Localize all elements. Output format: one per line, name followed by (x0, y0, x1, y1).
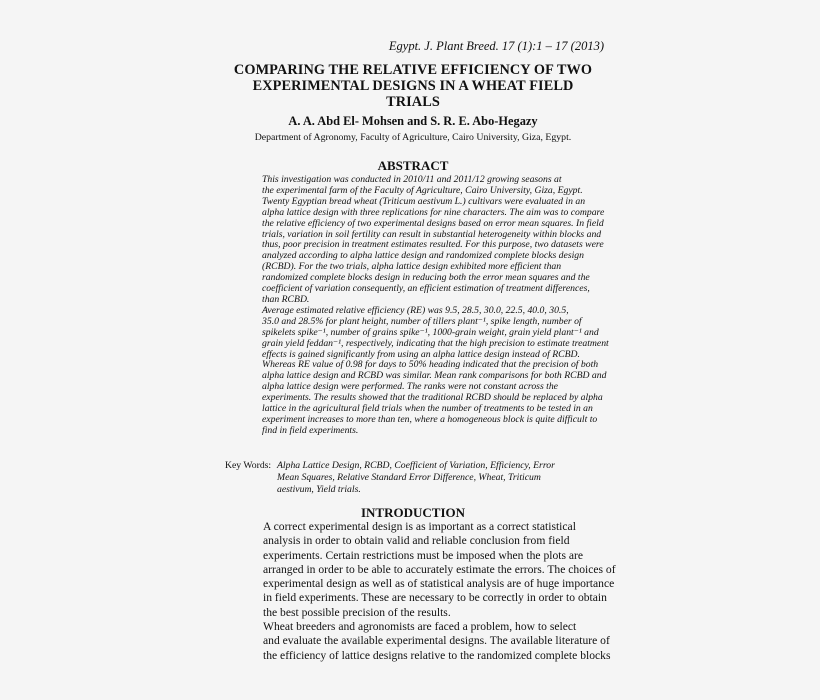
abstract-body (225, 174, 609, 437)
affiliation: Department of Agronomy, Faculty of Agriculture, Cairo University, Giza, Egypt. (254, 132, 572, 143)
text-line: the experimental farm of the Faculty of Agriculture, Cairo University, Giza, Egypt. (262, 184, 583, 196)
keywords-line: Mean Squares, Relative Standard Error Difference, Wheat, Triticum (277, 472, 541, 483)
keywords-line: aestivum, Yield trials. (277, 484, 361, 495)
text-line: alpha lattice design and RCBD was similar. Mean rank comparisons for both RCBD and (262, 370, 607, 382)
introduction-body (227, 520, 616, 663)
text-line: 35.0 and 28.5% for plant height, number of tillers plant⁻¹, spike length, number of (262, 315, 582, 327)
introduction-heading: INTRODUCTION (360, 505, 465, 520)
text-line: spikelets spike⁻¹, number of grains spike⁻¹, 1000-grain weight, grain yield plant⁻¹ and (262, 326, 599, 338)
text-line: find in field experiments. (262, 424, 359, 436)
text-line: in field experiments. These are necessary to be correctly in order to obtain (263, 591, 607, 605)
text-line: thus, poor precision in treatment estimates resulted. For this purpose, two datasets were (262, 239, 604, 251)
keywords-line: Alpha Lattice Design, RCBD, Coefficient of Variation, Efficiency, Error (277, 460, 555, 471)
text-line: (RCBD). For the two trials, alpha lattice design exhibited more efficient than (262, 261, 562, 273)
text-line: alpha lattice design with three replications for nine characters. The aim was to compare (262, 206, 605, 218)
abstract-heading: ABSTRACT (377, 158, 449, 173)
text-line: trials, variation in soil fertility can result in substantial heterogeneity within blocks and (262, 228, 602, 240)
text-line: experimental design as well as of statistical analysis are of huge importance (263, 577, 615, 591)
text-line: coefficient of variation consequently, an efficient estimation of treatment differences, (262, 283, 590, 295)
abstract-paragraph (225, 175, 603, 306)
intro-paragraph (227, 620, 611, 663)
text-line: the relative efficiency of two experimental designs based on error mean squares. In field (262, 217, 604, 229)
text-line: analyzed according to alpha lattice design and randomized complete blocks design (262, 250, 584, 262)
text-line: experiments. The results showed that the traditional RCBD should be replaced by alpha (262, 392, 603, 404)
text-line: analysis in order to obtain valid and reliable conclusion from field (263, 534, 570, 548)
text-line: and evaluate the available experimental designs. The available literature of (263, 634, 610, 648)
title-line: EXPERIMENTAL DESIGNS IN A WHEAT FIELD (252, 78, 574, 94)
title-line: COMPARING THE RELATIVE EFFICIENCY OF TWO (233, 62, 593, 78)
text-line: experiments. Certain restrictions must be imposed when the plots are (263, 548, 584, 562)
text-line: alpha lattice design were performed. The ranks were not constant across the (262, 381, 558, 393)
text-line: the efficiency of lattice designs relative to the randomized complete blocks (263, 648, 611, 662)
text-line: Average estimated relative efficiency (RE) was 9.5, 28.5, 30.0, 22.5, 40.0, 30.5, (262, 304, 569, 316)
text-line: lattice in the agricultural field trials when the number of treatments to be tested in an (262, 403, 593, 415)
text-line: the best possible precision of the results. (263, 605, 451, 619)
paper-title (222, 62, 604, 110)
keywords-list (277, 460, 603, 496)
text-line: than RCBD. (262, 293, 310, 305)
keywords (225, 460, 603, 496)
text-line: Twenty Egyptian bread wheat (Triticum aestivum L.) cultivars were evaluated in an (262, 195, 586, 207)
journal-reference: Egypt. J. Plant Breed. 17 (1):1 – 17 (2013) (388, 39, 604, 53)
text-line: Whereas RE value of 0.98 for days to 50% heading indicated that the precision of both (262, 359, 599, 371)
keywords-label: Key Words: (225, 460, 272, 471)
text-line: experiment increases to more than ten, where a homogeneous block is quite difficult to (262, 413, 598, 425)
authors: A. A. Abd El- Mohsen and S. R. E. Abo-Hegazy (288, 114, 538, 128)
text-line: A correct experimental design is as important as a correct statistical (263, 520, 576, 533)
text-line: grain yield feddan⁻¹, respectively, indicating that the high precision to estimate treatment (262, 337, 609, 349)
text-line: Wheat breeders and agronomists are faced a problem, how to select (263, 620, 577, 634)
title-line: TRIALS (386, 94, 440, 110)
text-line: effects is gained significantly from using an alpha lattice design instead of RCBD. (262, 348, 580, 360)
text-line: randomized complete blocks design in reducing both the error mean squares and the (262, 272, 590, 284)
text-line: arranged in order to be able to accurately estimate the errors. The choices of (263, 562, 616, 576)
abstract-paragraph (225, 304, 609, 437)
text-line: This investigation was conducted in 2010/11 and 2011/12 growing seasons at (262, 174, 562, 185)
intro-paragraph (227, 520, 616, 620)
